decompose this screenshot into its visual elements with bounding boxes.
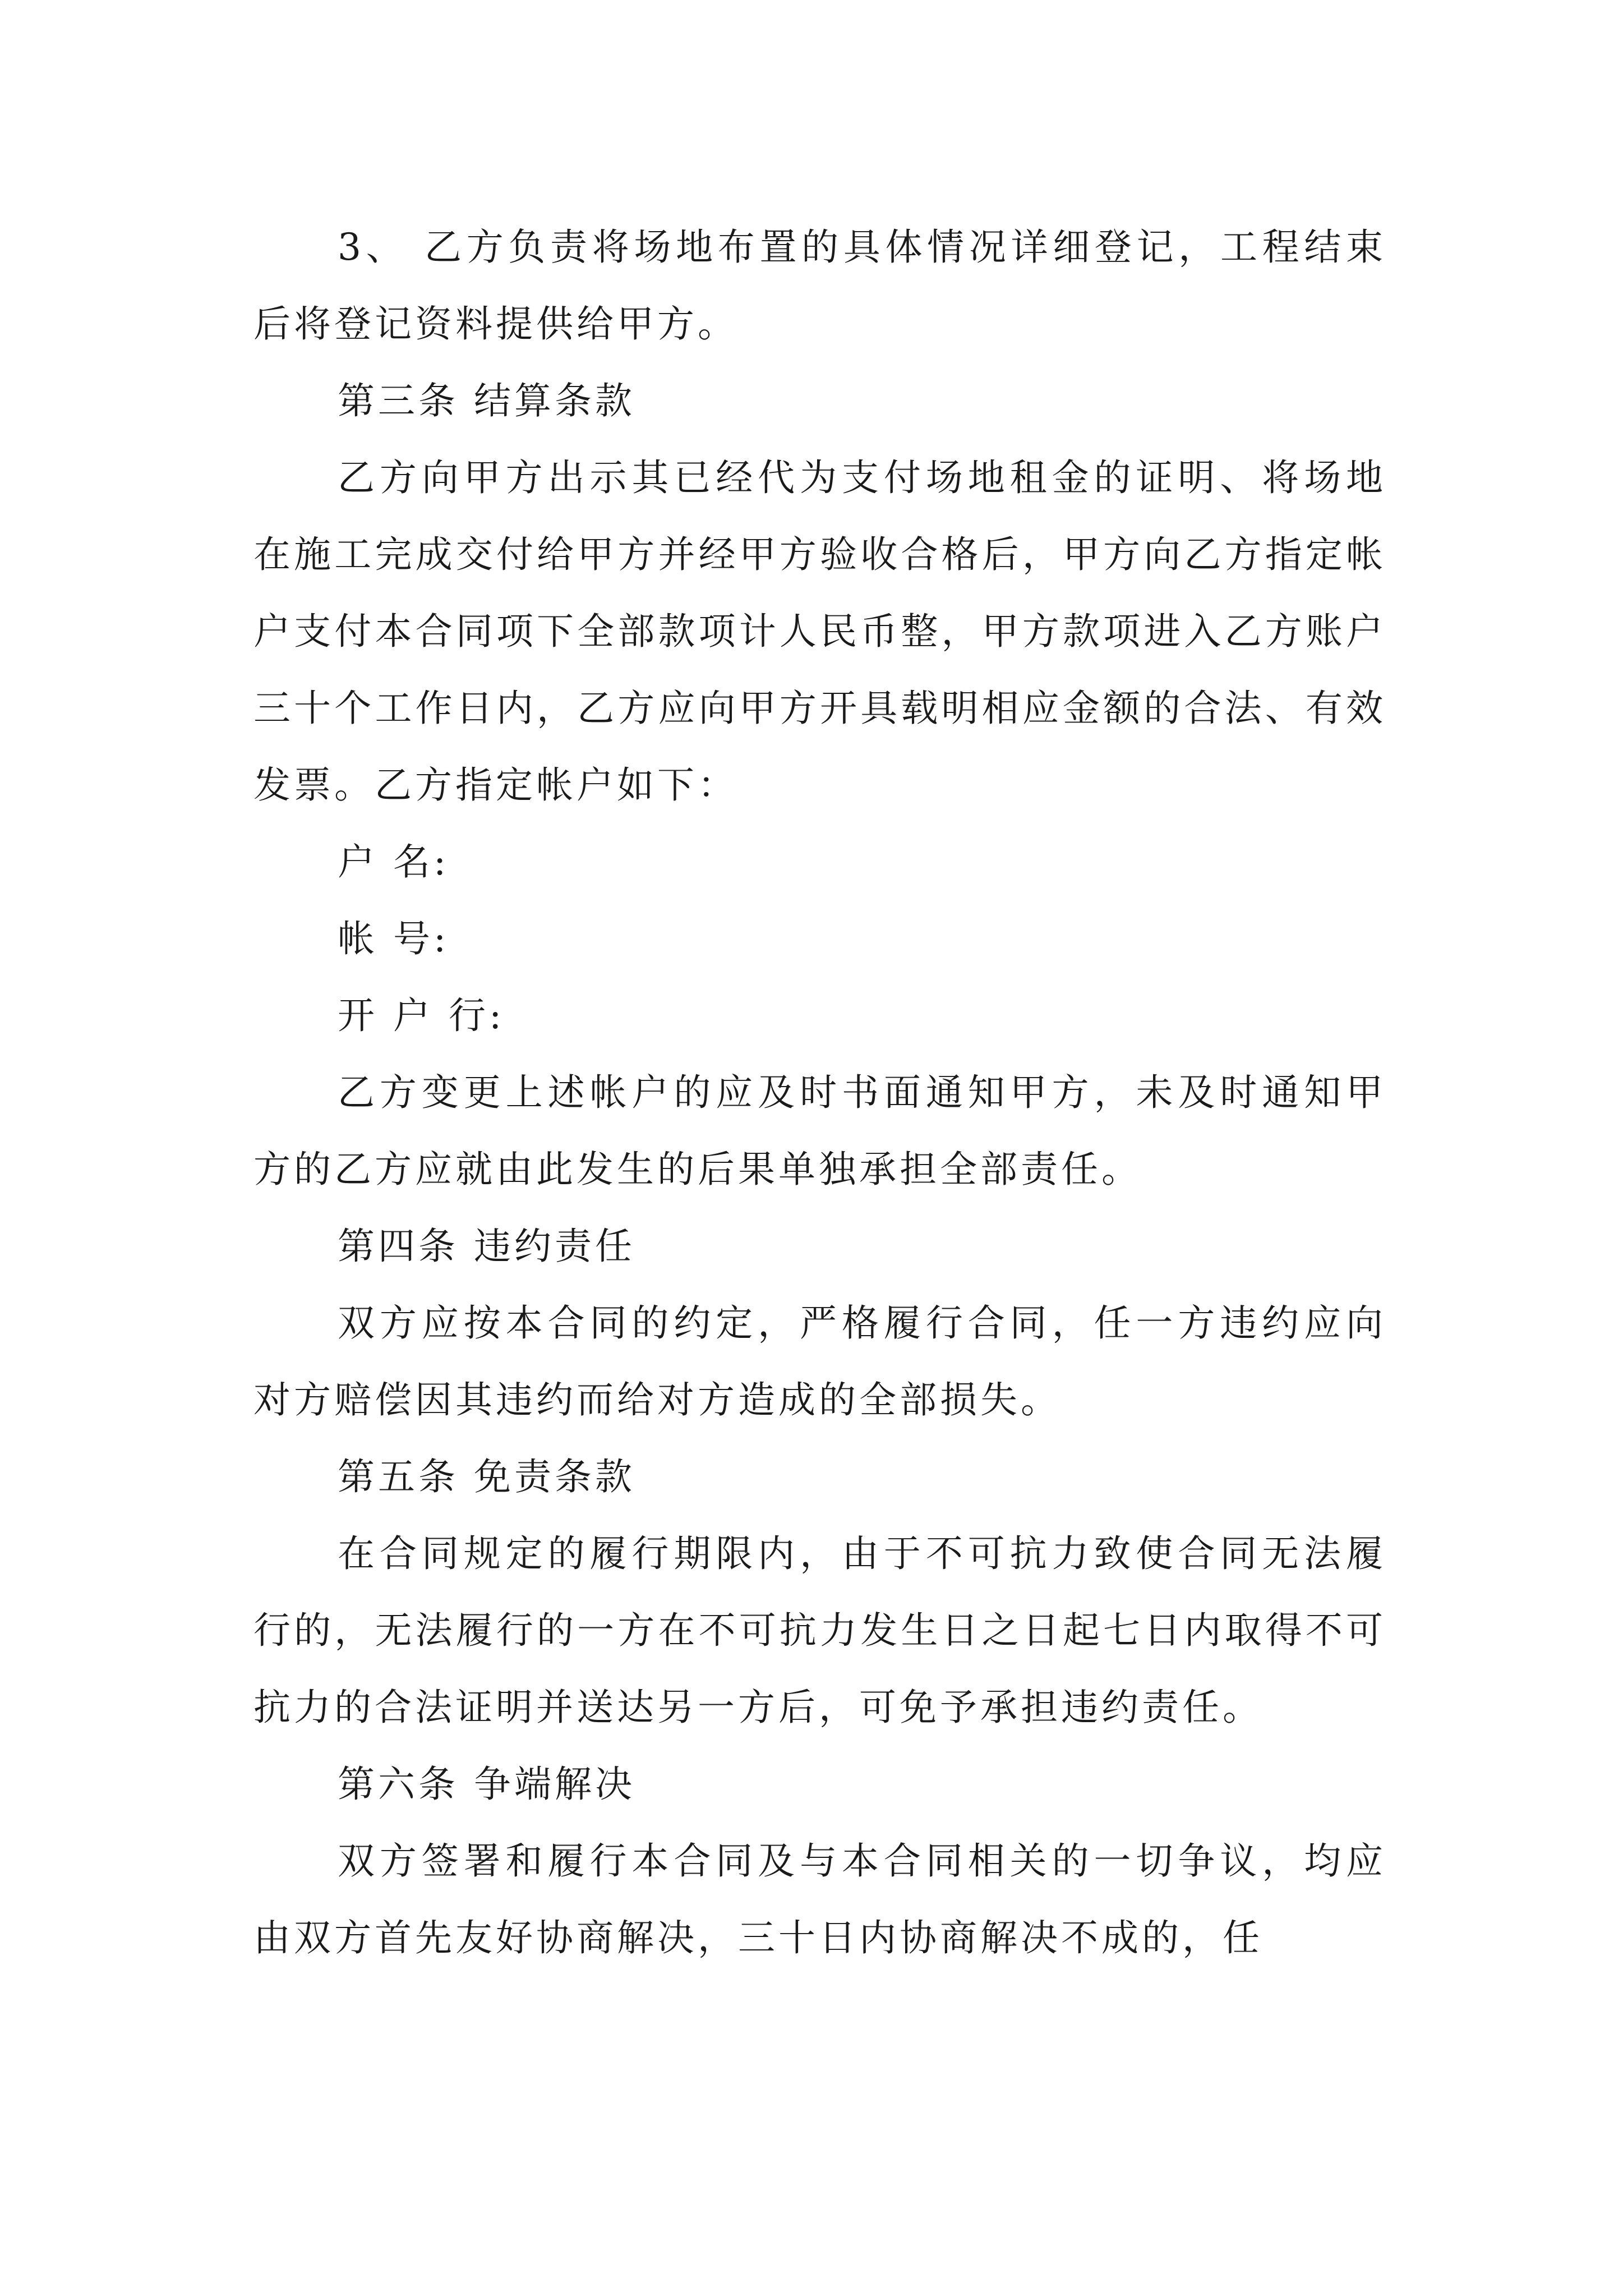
breach-paragraph: 双方应按本合同的约定，严格履行合同，任一方违约应向对方赔偿因其违约而给对方造成的全部损失。 bbox=[253, 1301, 1386, 1421]
force-majeure-paragraph: 在合同规定的履行期限内，由于不可抗力致使合同无法履行的，无法履行的一方在不可抗力发生日之日起七日内取得不可抗力的合法证明并送达另一方后，可免予承担违约责任。 bbox=[253, 1532, 1386, 1729]
settlement-paragraph: 乙方向甲方出示其已经代为支付场地租金的证明、将场地在施工完成交付给甲方并经甲方验收合格后，甲方向乙方指定帐户支付本合同项下全部款项计人民币整，甲方款项进入乙方账户三十个工作日内，乙方应向甲方开具载明相应金额的合法、有效发票。乙方指定帐户如下： bbox=[253, 456, 1386, 807]
dispute-paragraph: 双方签署和履行本合同及与本合同相关的一切争议，均应由双方首先友好协商解决，三十日内协商解决不成的，任 bbox=[253, 1839, 1386, 1959]
bank-field: 开 户 行: bbox=[338, 994, 505, 1037]
article-6-heading: 第六条 争端解决 bbox=[338, 1763, 635, 1806]
clause-3-paragraph: 3、 乙方负责将场地布置的具体情况详细登记，工程结束后将登记资料提供给甲方。 bbox=[253, 226, 1386, 346]
article-5-heading: 第五条 免责条款 bbox=[338, 1455, 635, 1498]
account-name-field: 户 名: bbox=[338, 840, 450, 884]
article-4-heading: 第四条 违约责任 bbox=[338, 1225, 635, 1268]
account-number-field: 帐 号: bbox=[338, 917, 450, 960]
account-change-paragraph: 乙方变更上述帐户的应及时书面通知甲方，未及时通知甲方的乙方应就由此发生的后果单独承担全部责任。 bbox=[253, 1071, 1386, 1191]
document-body bbox=[253, 209, 1386, 1976]
article-3-heading: 第三条 结算条款 bbox=[338, 379, 635, 422]
